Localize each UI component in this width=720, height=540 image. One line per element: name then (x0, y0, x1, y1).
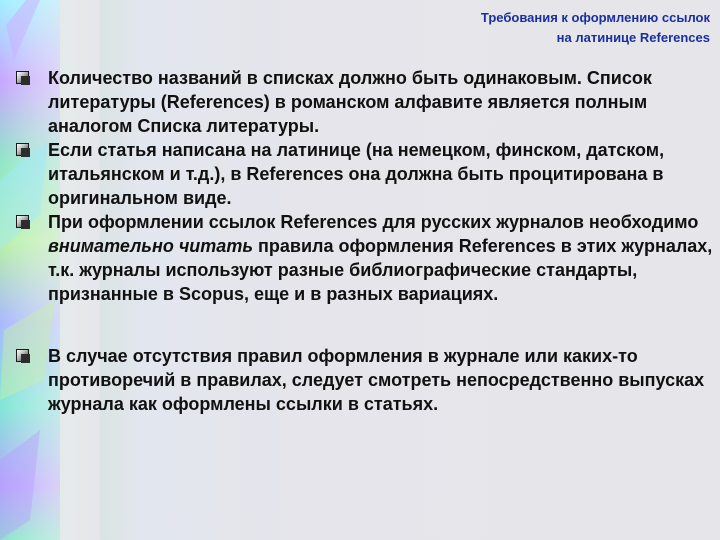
bullet-text: В случае отсутствия правил оформления в журнале или каких-то противоречий в правилах, следует смотреть непосредственно выпусках журнала как оформлены ссылки в статьях. (48, 346, 705, 414)
checkbox-bullet-icon (16, 143, 29, 156)
bullet-list (14, 66, 716, 416)
bullet-text-before: При оформлении ссылок References для русских журналов необходимо (48, 212, 699, 232)
bullet-item (14, 138, 716, 210)
bullet-text: Если статья написана на латинице (на немецком, финском, датском, итальянском и т.д.), в References она должна быть процитирована в оригинальном виде. (48, 140, 665, 208)
bullet-item (14, 210, 716, 306)
bullet-item (14, 344, 716, 416)
checkbox-bullet-icon (16, 71, 29, 84)
bullet-text: Количество названий в списках должно быть одинаковым. Список литературы (References) в романском алфавите является полным аналогом Списка литературы. (48, 68, 652, 136)
title-line-1: Требования к оформлению ссылок (480, 10, 710, 25)
slide-title (290, 8, 710, 48)
bullet-item (14, 66, 716, 138)
bullet-text (48, 212, 712, 304)
checkbox-bullet-icon (16, 349, 29, 362)
bullet-text-emphasis: внимательно читать (48, 236, 254, 256)
title-line-2: на латинице References (556, 30, 710, 45)
checkbox-bullet-icon (16, 215, 29, 228)
bullet-text-after: правила оформления References в этих журналах, т.к. журналы используют разные библиографические стандарты, признанные в Scopus, еще и в разных вариациях. (48, 236, 713, 304)
